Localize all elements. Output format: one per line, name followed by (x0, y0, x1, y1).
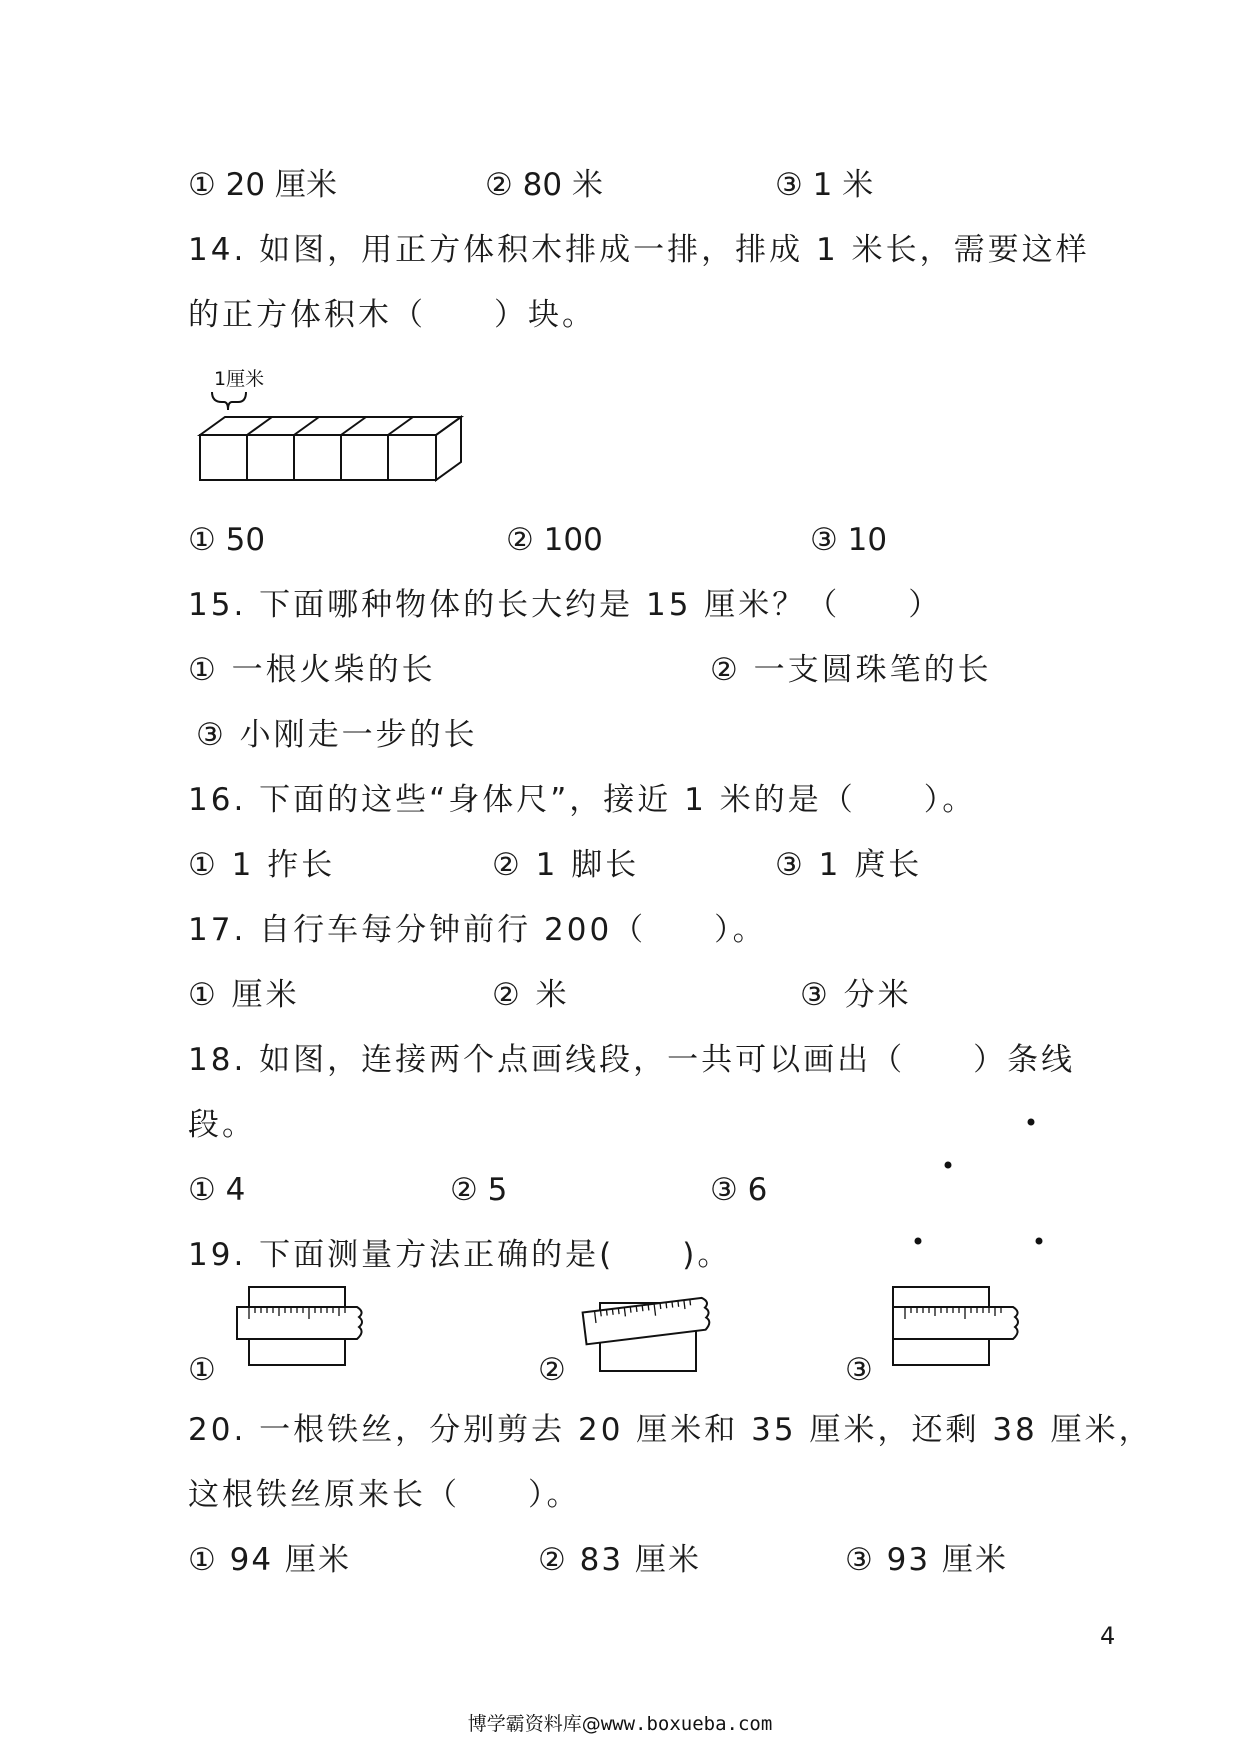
q13-options (0, 160, 1240, 210)
q18-option-1: ① 4 (188, 1172, 246, 1208)
q16-options (0, 840, 1240, 890)
cube-row-top (200, 417, 461, 435)
cube-row-side (436, 417, 461, 480)
ruler-3 (893, 1307, 1018, 1339)
q15-option-1: ① 一根火柴的长 (188, 652, 436, 688)
q13-option-1: ① 20 厘米 (188, 167, 337, 203)
q19-option-1: ① (188, 1352, 216, 1388)
q14-option-2: ② 100 (506, 522, 603, 558)
q17-option-1: ① 厘米 (188, 977, 300, 1013)
cube-4 (341, 435, 388, 480)
cube-3 (294, 435, 341, 480)
q20-option-3: ③ 93 厘米 (845, 1542, 1008, 1578)
cube-2 (247, 435, 294, 480)
q13-option-3: ③ 1 米 (775, 167, 874, 203)
cube-1 (200, 435, 247, 480)
q16-option-1: ① 1 拃长 (188, 847, 336, 883)
q15-option-2: ② 一支圆珠笔的长 (710, 652, 992, 688)
footer-url[interactable]: www.boxueba.com (600, 1713, 773, 1735)
point-1 (1028, 1119, 1035, 1126)
q18-option-3: ③ 6 (710, 1172, 768, 1208)
size-brace (212, 392, 246, 410)
q19-options (0, 1345, 1240, 1395)
q16-option-3: ③ 1 庹长 (775, 847, 923, 883)
q14-question-cont: 的正方体积木（ ）块。 (188, 297, 596, 333)
q14-options (0, 515, 1240, 565)
q20-question: 20. 一根铁丝，分别剪去 20 厘米和 35 厘米，还剩 38 厘米， (188, 1412, 1153, 1448)
q14-option-3: ③ 10 (810, 522, 888, 558)
q19-question: 19. 下面测量方法正确的是( )。 (188, 1237, 732, 1273)
q15-question: 15. 下面哪种物体的长大约是 15 厘米？（ ） (188, 587, 943, 623)
q15-option-3: ③ 小刚走一步的长 (196, 717, 478, 753)
cube-row-figure (190, 360, 480, 490)
q20-option-1: ① 94 厘米 (188, 1542, 351, 1578)
q16-option-2: ② 1 脚长 (492, 847, 640, 883)
q17-question: 17. 自行车每分钟前行 200（ ）。 (188, 912, 767, 948)
q18-question-cont: 段。 (188, 1107, 256, 1143)
q15-options-b (0, 710, 1240, 760)
q20-options (0, 1535, 1240, 1585)
cube-5 (388, 435, 436, 480)
ruler-1 (237, 1307, 362, 1339)
q14-option-1: ① 50 (188, 522, 266, 558)
q18-question: 18. 如图，连接两个点画线段，一共可以画出（ ）条线 (188, 1042, 1076, 1078)
q19-option-3: ③ (845, 1352, 873, 1388)
q13-option-2: ② 80 米 (485, 167, 603, 203)
q20-option-2: ② 83 厘米 (538, 1542, 701, 1578)
footer-site: 博学霸资料库@ (467, 1713, 601, 1735)
footer-watermark (0, 1709, 1240, 1736)
q15-options-a (0, 645, 1240, 695)
q19-option-2: ② (538, 1352, 566, 1388)
q18-option-2: ② 5 (450, 1172, 508, 1208)
q17-options (0, 970, 1240, 1020)
page-number: 4 (1100, 1622, 1116, 1650)
q16-question: 16. 下面的这些“身体尺”，接近 1 米的是（ ）。 (188, 782, 977, 818)
q17-option-3: ③ 分米 (800, 977, 912, 1013)
q14-question: 14. 如图，用正方体积木排成一排，排成 1 米长，需要这样 (188, 232, 1090, 268)
q20-question-cont: 这根铁丝原来长（ ）。 (188, 1477, 581, 1513)
q18-options (0, 1165, 1240, 1215)
q17-option-2: ② 米 (492, 977, 570, 1013)
cube-size-label: 1厘米 (214, 368, 265, 390)
